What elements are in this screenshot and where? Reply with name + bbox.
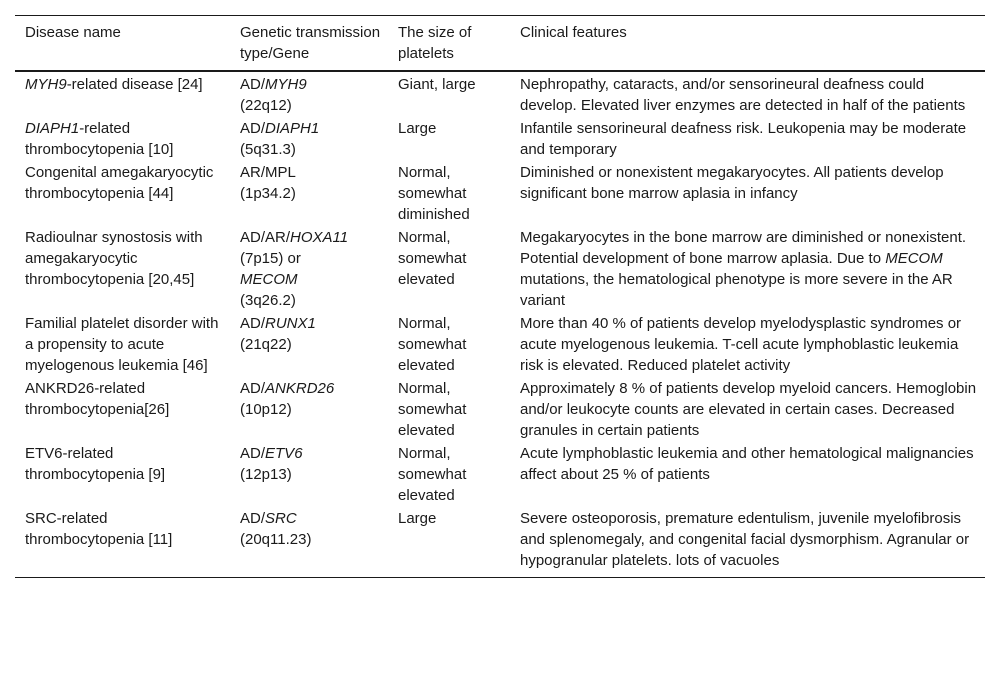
header-row bbox=[15, 16, 985, 72]
cell-platelet-size: Large bbox=[398, 510, 437, 527]
table-row bbox=[15, 377, 985, 442]
cell-genetic: AD/SRC (20q11.23) bbox=[240, 510, 312, 548]
cell-genetic: AD/RUNX1 (21q22) bbox=[240, 315, 316, 353]
cell-clinical-features: Nephropathy, cataracts, and/or sensorineural deafness could develop. Elevated liver enzymes are detected in half of the patients bbox=[520, 76, 966, 114]
cell-clinical-features: Diminished or nonexistent megakaryocytes. All patients develop significant bone marrow aplasia in infancy bbox=[520, 164, 944, 202]
table-row bbox=[15, 507, 985, 578]
header-genetic-transmission: Genetic transmission type/Gene bbox=[240, 24, 381, 62]
header-disease-name: Disease name bbox=[25, 24, 121, 41]
table-header bbox=[15, 16, 985, 72]
table-row bbox=[15, 161, 985, 226]
table-row bbox=[15, 442, 985, 507]
cell-genetic: AD/DIAPH1 (5q31.3) bbox=[240, 120, 320, 158]
cell-genetic: AD/ANKRD26 (10p12) bbox=[240, 380, 335, 418]
cell-platelet-size: Normal, somewhat elevated bbox=[398, 445, 467, 504]
cell-genetic: AR/MPL (1p34.2) bbox=[240, 164, 296, 202]
cell-genetic: AD/MYH9 (22q12) bbox=[240, 76, 307, 114]
cell-disease-name: ETV6-related thrombocytopenia [9] bbox=[25, 445, 166, 483]
cell-clinical-features: More than 40 % of patients develop myelodysplastic syndromes or acute myelogenous leukemia. T-cell acute lymphoblastic leukemia risk is elevated. Reduced platelet activity bbox=[520, 315, 962, 374]
cell-disease-name: Radioulnar synostosis with amegakaryocytic thrombocytopenia [20,45] bbox=[25, 229, 203, 288]
header-clinical-features: Clinical features bbox=[520, 24, 627, 41]
cell-clinical-features: Megakaryocytes in the bone marrow are diminished or nonexistent. Potential development of bone marrow aplasia. Due to MECOM mutations, the hematological phenotype is more severe in the AR variant bbox=[520, 229, 967, 309]
cell-disease-name: Familial platelet disorder with a propensity to acute myelogenous leukemia [46] bbox=[25, 315, 219, 374]
cell-platelet-size: Normal, somewhat elevated bbox=[398, 229, 467, 288]
cell-clinical-features: Severe osteoporosis, premature edentulism, juvenile myelofibrosis and splenomegaly, and congenital facial dysmorphism. Agranular or hypogranular platelets. lots of vacuoles bbox=[520, 510, 970, 569]
table-row bbox=[15, 226, 985, 312]
cell-platelet-size: Large bbox=[398, 120, 437, 137]
cell-genetic: AD/AR/HOXA11 (7p15) or MECOM (3q26.2) bbox=[240, 229, 349, 309]
table-row bbox=[15, 312, 985, 377]
cell-genetic: AD/ETV6 (12p13) bbox=[240, 445, 303, 483]
table-row bbox=[15, 71, 985, 117]
cell-platelet-size: Normal, somewhat diminished bbox=[398, 164, 470, 223]
cell-disease-name: SRC-related thrombocytopenia [11] bbox=[25, 510, 173, 548]
cell-disease-name: MYH9-related disease [24] bbox=[25, 76, 203, 93]
table-row bbox=[15, 117, 985, 161]
cell-disease-name: Congenital amegakaryocytic thrombocytopenia [44] bbox=[25, 164, 214, 202]
table-body bbox=[15, 71, 985, 578]
disease-table bbox=[15, 15, 985, 578]
cell-clinical-features: Approximately 8 % of patients develop myeloid cancers. Hemoglobin and/or leukocyte counts are elevated in certain cases. Decreased granules in certain patients bbox=[520, 380, 977, 439]
cell-platelet-size: Giant, large bbox=[398, 76, 476, 93]
disease-table-container bbox=[15, 15, 985, 578]
cell-platelet-size: Normal, somewhat elevated bbox=[398, 380, 467, 439]
cell-disease-name: ANKRD26-related thrombocytopenia[26] bbox=[25, 380, 170, 418]
cell-clinical-features: Infantile sensorineural deafness risk. Leukopenia may be moderate and temporary bbox=[520, 120, 967, 158]
cell-clinical-features: Acute lymphoblastic leukemia and other hematological malignancies affect about 25 % of patients bbox=[520, 445, 974, 483]
cell-platelet-size: Normal, somewhat elevated bbox=[398, 315, 467, 374]
header-platelet-size: The size of platelets bbox=[398, 24, 472, 62]
cell-disease-name: DIAPH1-related thrombocytopenia [10] bbox=[25, 120, 174, 158]
